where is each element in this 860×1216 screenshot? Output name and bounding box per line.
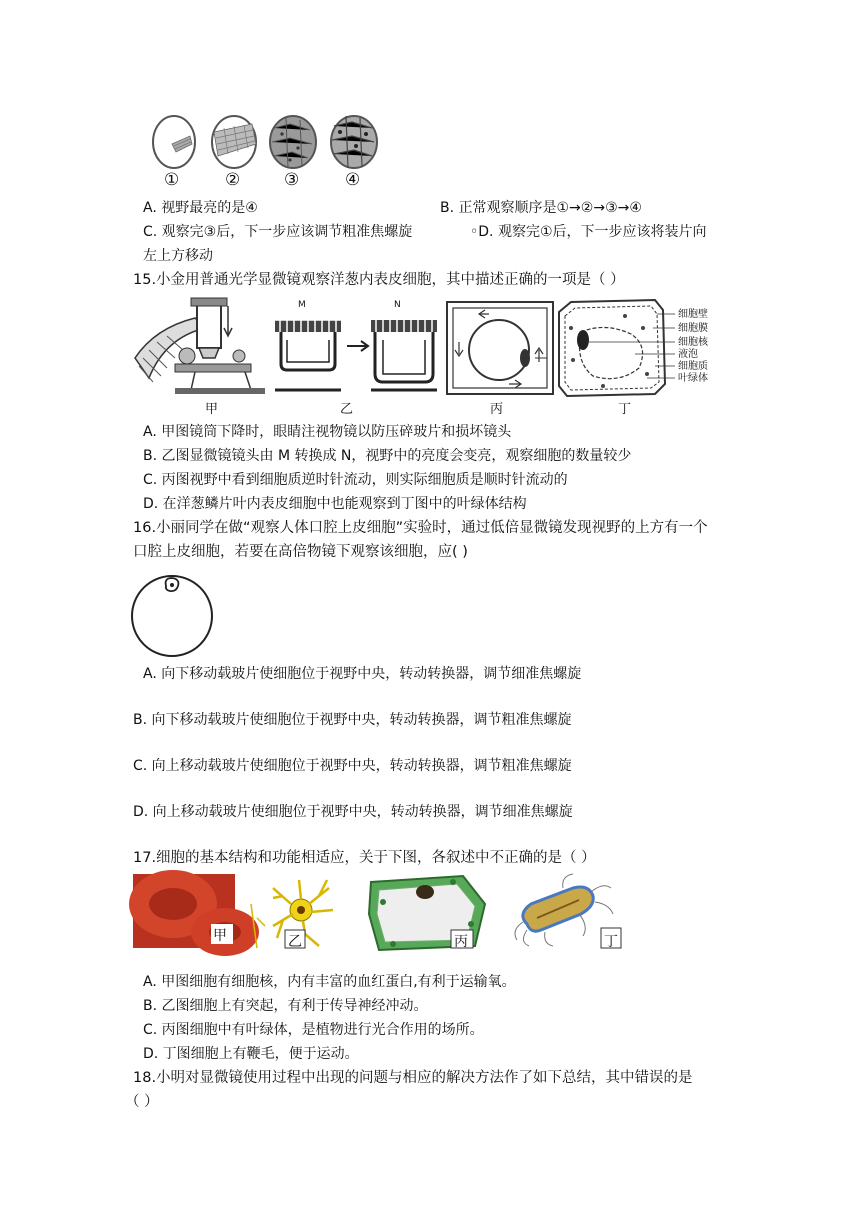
q17-option-a[interactable]: A. 甲图细胞有细胞核，内有丰富的血红蛋白,有利于运输氧。 (143, 974, 516, 990)
q17-stem: 17.细胞的基本结构和功能相适应，关于下图，各叙述中不正确的是（ ） (133, 850, 596, 866)
cell-label-membrane: 细胞膜 (678, 323, 708, 334)
cell-label-cytoplasm: 细胞质 (678, 361, 708, 372)
view-circle-3 (270, 116, 316, 168)
red-blood-cell-image (129, 870, 259, 956)
q15-label-bing: 丙 (490, 402, 504, 417)
circle-label-1: ① (164, 170, 180, 190)
q17-label-yi: 乙 (288, 934, 302, 950)
q15-option-c[interactable]: C. 丙图视野中看到细胞质逆时针流动，则实际细胞质是顺时针流动的 (143, 472, 568, 488)
q14-option-a[interactable]: A. 视野最亮的是④ (143, 200, 258, 216)
objective-lens-diagram (275, 320, 437, 390)
q15-option-b[interactable]: B. 乙图显微镜镜头由 M 转换成 N，视野中的亮度会变亮，观察细胞的数量较少 (143, 448, 632, 464)
q15-stem: 15.小金用普通光学显微镜观察洋葱内表皮细胞，其中描述正确的一项是（ ） (133, 272, 625, 288)
q16-stem-line2: 口腔上皮细胞，若要在高倍物镜下观察该细胞，应( ) (133, 544, 468, 560)
microscope-diagram (135, 298, 265, 394)
q15-label-ding: 丁 (618, 402, 632, 417)
cell-label-chloroplast: 叶绿体 (678, 373, 708, 384)
q17-label-bing: 丙 (454, 934, 468, 950)
q14-option-d-continued: 左上方移动 (143, 248, 213, 264)
q18-stem-line2: （ ） (125, 1094, 159, 1110)
lens-label-n: N (394, 300, 401, 310)
view-circle-4 (331, 116, 377, 168)
q14-option-d[interactable]: ◦D. 观察完①后，下一步应该将装片向 (470, 224, 707, 240)
circle-label-3: ③ (284, 170, 300, 190)
q16-option-d[interactable]: D. 向上移动载玻片使细胞位于视野中央，转动转换器，调节细准焦螺旋 (133, 804, 573, 820)
q17-figure (133, 874, 643, 954)
plant-cell-diagram (559, 300, 675, 396)
q16-stem-line1: 16.小丽同学在做“观察人体口腔上皮细胞”实验时，通过低倍显微镜发现视野的上方有一个 (133, 520, 708, 536)
q14-option-c[interactable]: C. 观察完③后，下一步应该调节粗准焦螺旋 (143, 224, 413, 240)
q16-option-a[interactable]: A. 向下移动载玻片使细胞位于视野中央，转动转换器，调节细准焦螺旋 (143, 666, 582, 682)
q15-option-a[interactable]: A. 甲图镜筒下降时，眼睛注视物镜以防压碎玻片和损坏镜头 (143, 424, 512, 440)
q17-label-jia: 甲 (213, 928, 227, 944)
cell-label-wall: 细胞壁 (678, 309, 708, 320)
q15-label-yi: 乙 (340, 402, 354, 417)
q17-option-b[interactable]: B. 乙图细胞上有突起，有利于传导神经冲动。 (143, 998, 428, 1014)
q16-option-b[interactable]: B. 向下移动载玻片使细胞位于视野中央，转动转换器，调节粗准焦螺旋 (133, 712, 572, 728)
view-circle-1 (153, 116, 195, 168)
q15-option-d[interactable]: D. 在洋葱鳞片叶内表皮细胞中也能观察到丁图中的叶绿体结构 (143, 496, 527, 512)
q14-option-b[interactable]: B. 正常观察顺序是①→②→③→④ (440, 200, 642, 216)
lens-label-m: M (298, 300, 306, 310)
view-circle-2 (212, 116, 256, 168)
cell-label-vacuole: 液泡 (678, 349, 698, 360)
q17-option-d[interactable]: D. 丁图细胞上有鞭毛，便于运动。 (143, 1046, 359, 1062)
q17-option-c[interactable]: C. 丙图细胞中有叶绿体，是植物进行光合作用的场所。 (143, 1022, 484, 1038)
circle-label-2: ② (225, 170, 241, 190)
q15-label-jia: 甲 (205, 402, 219, 417)
q16-option-c[interactable]: C. 向上移动载玻片使细胞位于视野中央，转动转换器，调节粗准焦螺旋 (133, 758, 572, 774)
cytoplasm-flow-diagram (447, 302, 553, 394)
cell-label-nucleus: 细胞核 (678, 337, 708, 348)
q16-field-of-view (130, 574, 220, 664)
circle-label-4: ④ (345, 170, 361, 190)
q17-label-ding: 丁 (604, 934, 618, 950)
q18-stem-line1: 18.小明对显微镜使用过程中出现的问题与相应的解决方法作了如下总结，其中错误的是 (133, 1070, 693, 1086)
